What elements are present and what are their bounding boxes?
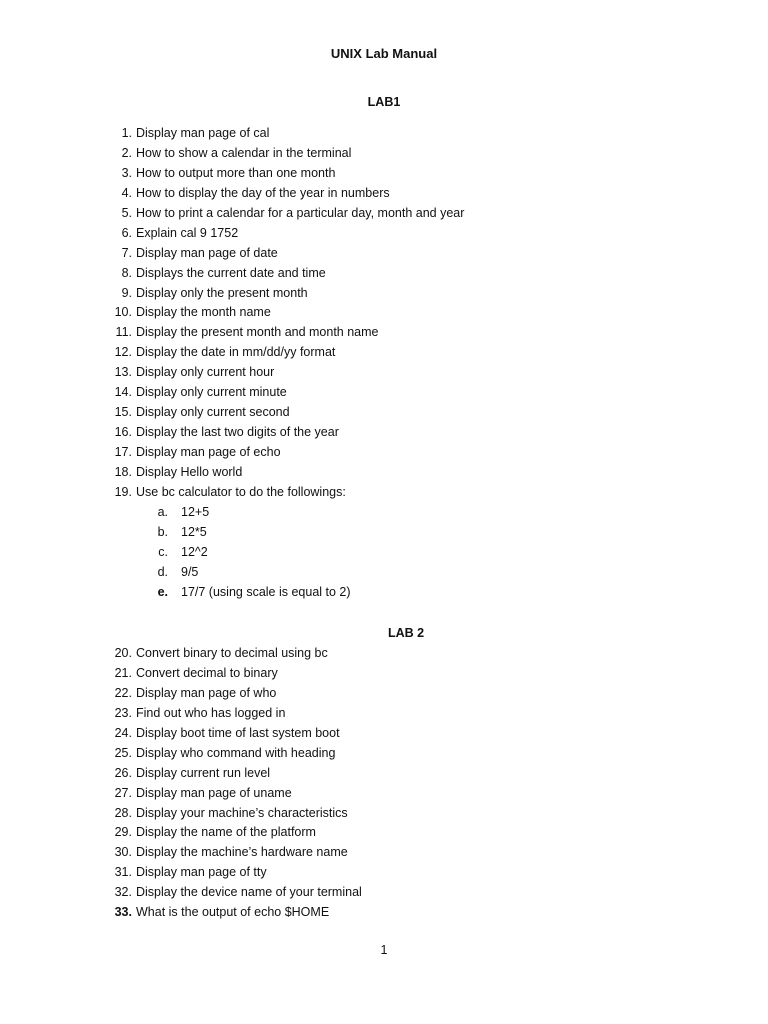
item-text: Display who command with heading <box>136 745 336 760</box>
item-number: 19. <box>114 484 132 499</box>
sub-item-letter: b. <box>157 524 168 539</box>
item-text: Displays the current date and time <box>136 265 326 280</box>
item-text: Display the machine’s hardware name <box>136 845 348 860</box>
item-text: Display the month name <box>136 305 271 320</box>
item-text: Convert decimal to binary <box>136 665 278 680</box>
item-number: 29. <box>114 825 132 840</box>
item-number: 24. <box>114 725 132 740</box>
item-number: 13. <box>114 365 132 380</box>
item-text: Display current run level <box>136 765 271 780</box>
item-text: How to output more than one month <box>136 165 336 180</box>
item-number: 30. <box>114 845 132 860</box>
item-text: Display Hello world <box>136 464 243 479</box>
item-number: 33. <box>114 905 132 920</box>
item-number: 11. <box>115 325 132 340</box>
item-number: 10. <box>114 305 132 320</box>
item-number: 27. <box>114 785 132 800</box>
item-number: 22. <box>114 685 132 700</box>
item-text: Display only current hour <box>136 365 275 380</box>
item-text: What is the output of echo $HOME <box>136 905 330 920</box>
lab2-heading: LAB 2 <box>387 626 425 640</box>
item-number: 32. <box>114 885 132 900</box>
item-number: 3. <box>121 165 132 180</box>
item-number: 16. <box>114 425 132 440</box>
item-number: 2. <box>121 145 132 160</box>
item-number: 7. <box>121 245 132 260</box>
sub-item-text: 12*5 <box>181 524 207 539</box>
item-number: 25. <box>114 745 132 760</box>
item-number: 5. <box>121 205 132 220</box>
item-text: Display man page of echo <box>136 445 281 459</box>
item-text: How to show a calendar in the terminal <box>136 145 352 160</box>
sub-item-text: 9/5 <box>181 564 199 579</box>
item-number: 21. <box>114 665 132 680</box>
item-text: Display man page of tty <box>136 865 267 880</box>
item-text: Display only current second <box>136 405 290 420</box>
sub-item-letter: d. <box>157 564 168 579</box>
item-text: Convert binary to decimal using bc <box>136 646 328 660</box>
sub-item-letter: e. <box>157 584 168 599</box>
item-number: 1. <box>121 126 132 140</box>
item-number: 14. <box>114 385 132 400</box>
item-number: 4. <box>121 185 132 200</box>
sub-item-text: 12+5 <box>181 505 210 519</box>
item-text: How to print a calendar for a particular day, month and year <box>136 205 465 220</box>
item-text: Use bc calculator to do the followings: <box>136 484 346 499</box>
item-text: Find out who has logged in <box>136 705 286 720</box>
item-text: Display only the present month <box>136 285 308 300</box>
item-text: Display the device name of your terminal <box>136 885 362 900</box>
item-text: How to display the day of the year in numbers <box>136 185 390 200</box>
item-text: Display the present month and month name <box>136 325 379 340</box>
item-number: 23. <box>114 705 132 720</box>
item-text: Display the date in mm/dd/yy format <box>136 345 336 360</box>
item-text: Explain cal 9 1752 <box>136 225 239 240</box>
sub-item-letter: c. <box>158 544 168 559</box>
item-number: 26. <box>114 765 132 780</box>
item-number: 15. <box>114 405 132 420</box>
item-number: 17. <box>114 445 132 459</box>
sub-item-text: 12^2 <box>181 544 208 559</box>
item-text: Display boot time of last system boot <box>136 725 340 740</box>
item-number: 6. <box>121 225 132 240</box>
item-number: 18. <box>114 464 132 479</box>
item-text: Display only current minute <box>136 385 287 400</box>
sub-item-letter: a. <box>157 505 168 519</box>
item-number: 28. <box>114 805 132 820</box>
item-number: 9. <box>121 285 132 300</box>
item-number: 8. <box>121 265 132 280</box>
item-text: Display man page of uname <box>136 785 292 800</box>
sub-item-text: 17/7 (using scale is equal to 2) <box>181 584 351 599</box>
item-text: Display man page of date <box>136 245 278 260</box>
item-text: Display the name of the platform <box>136 825 316 840</box>
item-number: 12. <box>114 345 132 360</box>
page-number: 1 <box>380 943 388 957</box>
item-number: 31. <box>114 865 132 880</box>
item-text: Display man page of cal <box>136 126 270 140</box>
item-number: 20. <box>114 646 132 660</box>
item-text: Display the last two digits of the year <box>136 425 339 440</box>
item-text: Display your machine’s characteristics <box>136 805 348 820</box>
document-title: UNIX Lab Manual <box>330 46 438 61</box>
lab1-heading: LAB1 <box>367 95 401 109</box>
item-text: Display man page of who <box>136 685 277 700</box>
